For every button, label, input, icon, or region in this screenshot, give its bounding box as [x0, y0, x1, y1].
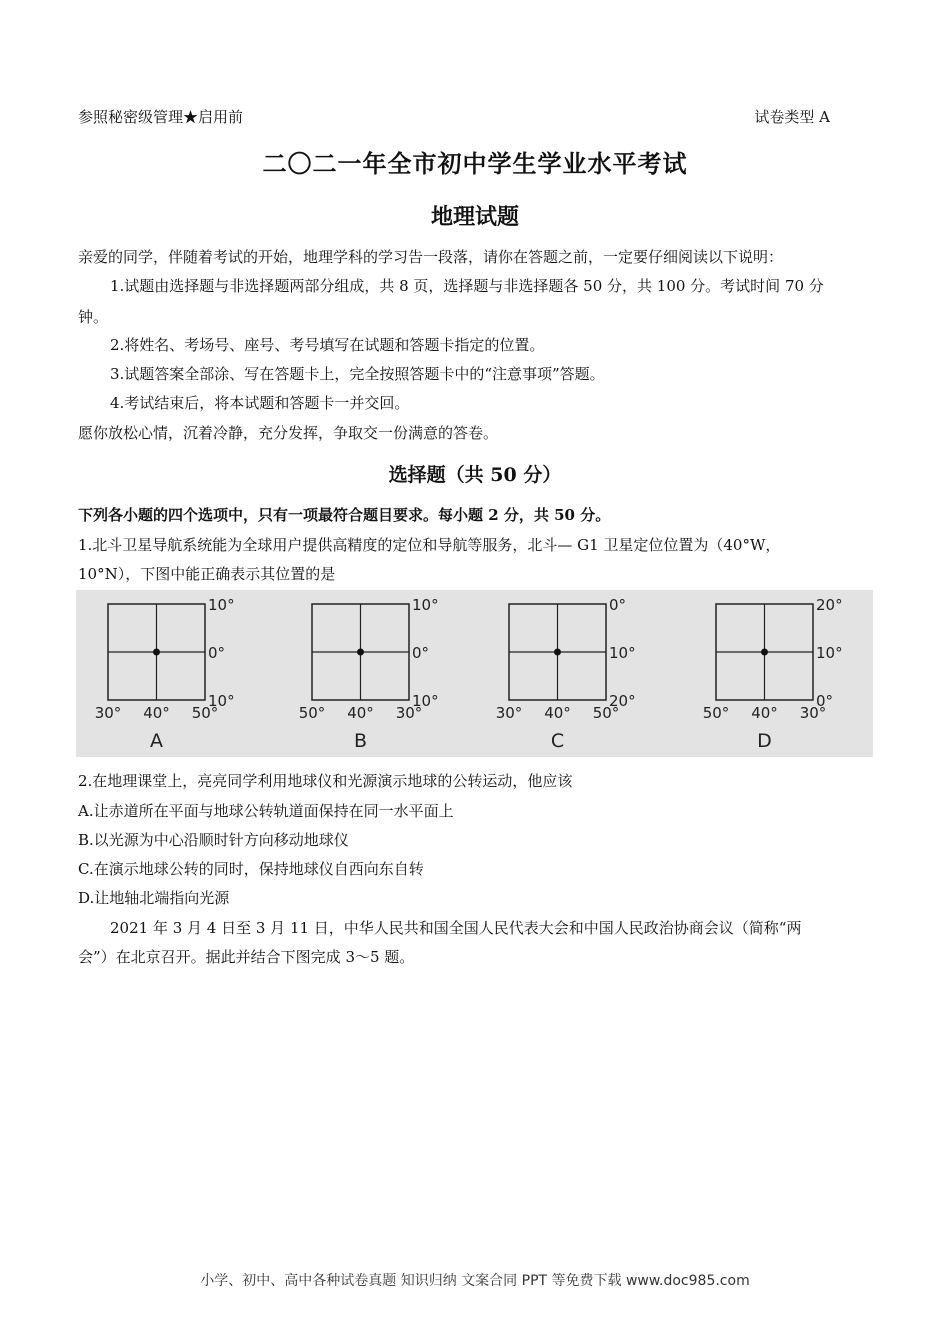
q2-option-c: C.在演示地球公转的同时，保持地球仪自西向东自转 — [78, 860, 424, 878]
q2-option-d: D.让地轴北端指向光源 — [78, 889, 230, 907]
header-secrecy-label: 参照秘密级管理★启用前 — [78, 108, 244, 126]
passage-line1: 2021 年 3 月 4 日至 3 月 11 日，中华人民共和国全国人民代表大会和中国人民政治协商会议（简称“两 — [110, 919, 802, 937]
grid-lon-tick-label: 50° — [702, 704, 730, 722]
q2-option-a: A.让赤道所在平面与地球公转轨道面保持在同一水平面上 — [78, 802, 454, 820]
grid-lon-tick-label: 50° — [592, 704, 620, 722]
grid-option-label: D — [757, 730, 772, 752]
grid-lat-tick-label: 20° — [609, 692, 636, 710]
grid-options-graphic — [76, 590, 873, 757]
exam-title: 二〇二一年全市初中学生学业水平考试 — [262, 149, 688, 178]
instruction-1: 1.试题由选择题与非选择题两部分组成，共 8 页，选择题与非选择题各 50 分，共 100 分。考试时间 70 分 — [110, 277, 824, 295]
instruction-4: 4.考试结束后，将本试题和答题卡一并交回。 — [110, 394, 410, 412]
grid-lon-tick-label: 30° — [94, 704, 122, 722]
grid-lat-tick-label: 0° — [208, 644, 226, 662]
grid-lon-tick-label: 30° — [799, 704, 827, 722]
grid-option-label: C — [550, 730, 565, 752]
grid-lon-tick-label: 40° — [143, 704, 170, 722]
grid-lat-tick-label: 0° — [609, 596, 627, 614]
q2-option-b: B.以光源为中心沿顺时针方向移动地球仪 — [78, 831, 349, 849]
grid-lat-tick-label: 10° — [816, 644, 843, 662]
grid-center-dot — [761, 649, 768, 656]
header-paper-type: 试卷类型 A — [754, 108, 830, 126]
instruction-2: 2.将姓名、考场号、座号、考号填写在试题和答题卡指定的位置。 — [110, 336, 545, 354]
section-title: 选择题（共 50 分） — [388, 464, 562, 486]
grid-center-dot — [554, 649, 561, 656]
passage-line2: 会”）在北京召开。据此并结合下图完成 3～5 题。 — [78, 948, 415, 966]
grid-lon-tick-label: 50° — [298, 704, 326, 722]
grid-lon-tick-label: 40° — [347, 704, 374, 722]
grid-center-dot — [357, 649, 364, 656]
instruction-3: 3.试题答案全部涂、写在答题卡上，完全按照答题卡中的“注意事项”答题。 — [110, 365, 605, 383]
intro-text: 亲爱的同学，伴随着考试的开始，地理学科的学习告一段落，请你在答题之前，一定要仔细阅读以下说明： — [78, 248, 784, 266]
grid-lat-tick-label: 20° — [816, 596, 843, 614]
grid-center-dot — [153, 649, 160, 656]
grid-lat-tick-label: 0° — [412, 644, 430, 662]
subject-title: 地理试题 — [430, 204, 519, 230]
grid-lon-tick-label: 30° — [395, 704, 423, 722]
grid-lat-tick-label: 10° — [609, 644, 636, 662]
section-note: 下列各小题的四个选项中，只有一项最符合题目要求。每小题 2 分，共 50 分。 — [78, 506, 611, 524]
q1-stem-line2: 10°N），下图中能正确表示其位置的是 — [78, 565, 336, 583]
grid-lon-tick-label: 40° — [544, 704, 571, 722]
grid-lat-tick-label: 10° — [208, 596, 235, 614]
grid-lat-tick-label: 0° — [816, 692, 834, 710]
instruction-1-cont: 钟。 — [78, 308, 109, 326]
footer-text: 小学、初中、高中各种试卷真题 知识归纳 文案合同 PPT 等免费下载 www.doc985.com — [200, 1273, 750, 1289]
grid-option-label: B — [353, 730, 368, 752]
q1-stem-line1: 1.北斗卫星导航系统能为全球用户提供高精度的定位和导航等服务，北斗— G1 卫星定位位置为（40°W， — [78, 536, 781, 554]
grid-lat-tick-label: 10° — [412, 596, 439, 614]
grid-lon-tick-label: 40° — [751, 704, 778, 722]
lat-lon-grid-figure — [76, 590, 873, 757]
grid-option-label: A — [150, 730, 163, 752]
grid-lon-tick-label: 30° — [495, 704, 523, 722]
q2-stem: 2.在地理课堂上，亮亮同学利用地球仪和光源演示地球的公转运动，他应该 — [78, 772, 573, 790]
grid-lat-tick-label: 10° — [208, 692, 235, 710]
grid-lon-tick-label: 50° — [191, 704, 219, 722]
closing-text: 愿你放松心情，沉着冷静，充分发挥，争取交一份满意的答卷。 — [78, 424, 499, 442]
grid-lat-tick-label: 10° — [412, 692, 439, 710]
